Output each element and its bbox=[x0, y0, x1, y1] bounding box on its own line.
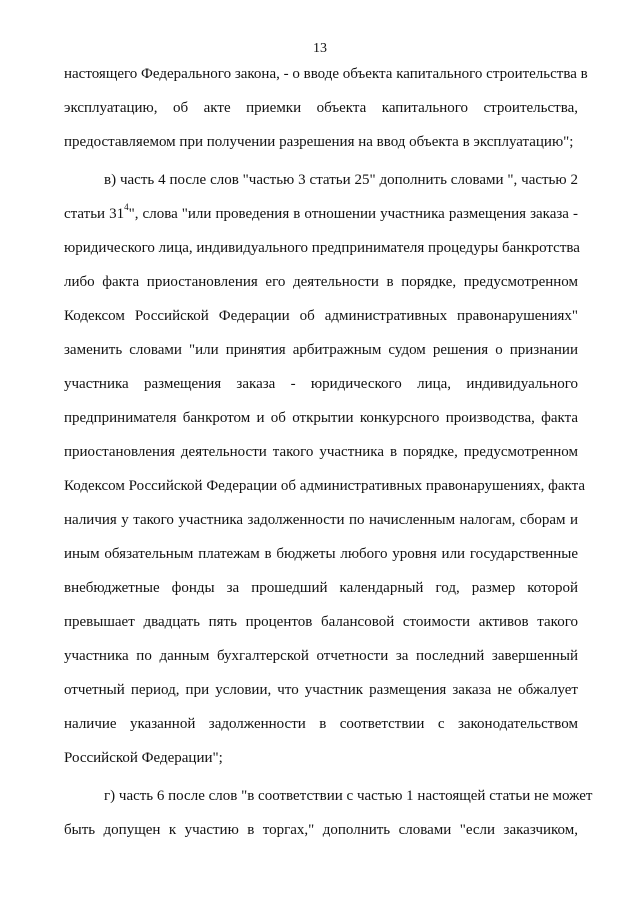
text-fragment: ", слова "или проведения в отношении участника размещения заказа - bbox=[128, 206, 578, 222]
text-line: либо факта приостановления его деятельности в порядке, предусмотренном bbox=[64, 274, 578, 290]
text-fragment: статьи 31 bbox=[64, 206, 125, 222]
text-line: предоставляемом при получении разрешения на ввод объекта в эксплуатацию"; bbox=[64, 134, 574, 150]
text-line: в) часть 4 после слов "частью 3 статьи 25" дополнить словами ", частью 2 bbox=[104, 172, 578, 188]
text-line: иным обязательным платежам в бюджеты любого уровня или государственные bbox=[64, 546, 578, 562]
text-line: наличие указанной задолженности в соответствии с законодательством bbox=[64, 716, 578, 732]
page-number: 13 bbox=[313, 41, 327, 56]
text-line: участника по данным бухгалтерской отчетности за последний завершенный bbox=[64, 648, 578, 664]
text-line: приостановления деятельности такого участника в порядке, предусмотренном bbox=[64, 444, 578, 460]
text-line: быть допущен к участию в торгах," дополнить словами "если заказчиком, bbox=[64, 822, 578, 838]
text-line: наличия у такого участника задолженности по начисленным налогам, сборам и bbox=[64, 512, 578, 528]
text-line: г) часть 6 после слов "в соответствии с частью 1 настоящей статьи не может bbox=[104, 788, 593, 804]
text-line: юридического лица, индивидуального предпринимателя процедуры банкротства bbox=[64, 240, 580, 256]
text-line: предпринимателя банкротом и об открытии конкурсного производства, факта bbox=[64, 410, 578, 426]
text-line: Кодексом Российской Федерации об административных правонарушениях, факта bbox=[64, 478, 586, 494]
text-line: Российской Федерации"; bbox=[64, 750, 223, 766]
text-line: заменить словами "или принятия арбитражным судом решения о признании bbox=[64, 342, 578, 358]
text-line: участника размещения заказа - юридического лица, индивидуального bbox=[64, 376, 578, 392]
text-line: превышает двадцать пять процентов балансовой стоимости активов такого bbox=[64, 614, 578, 630]
text-line: Кодексом Российской Федерации об административных правонарушениях" bbox=[64, 308, 578, 324]
text-line: эксплуатацию, об акте приемки объекта капитального строительства, bbox=[64, 100, 578, 116]
text-line bbox=[64, 204, 578, 224]
text-line: внебюджетные фонды за прошедший календарный год, размер которой bbox=[64, 580, 578, 596]
text-line: настоящего Федерального закона, - о вводе объекта капитального строительства в bbox=[64, 66, 588, 82]
text-line: отчетный период, при условии, что участник размещения заказа не обжалует bbox=[64, 682, 578, 698]
superscript: 4 bbox=[124, 202, 129, 212]
